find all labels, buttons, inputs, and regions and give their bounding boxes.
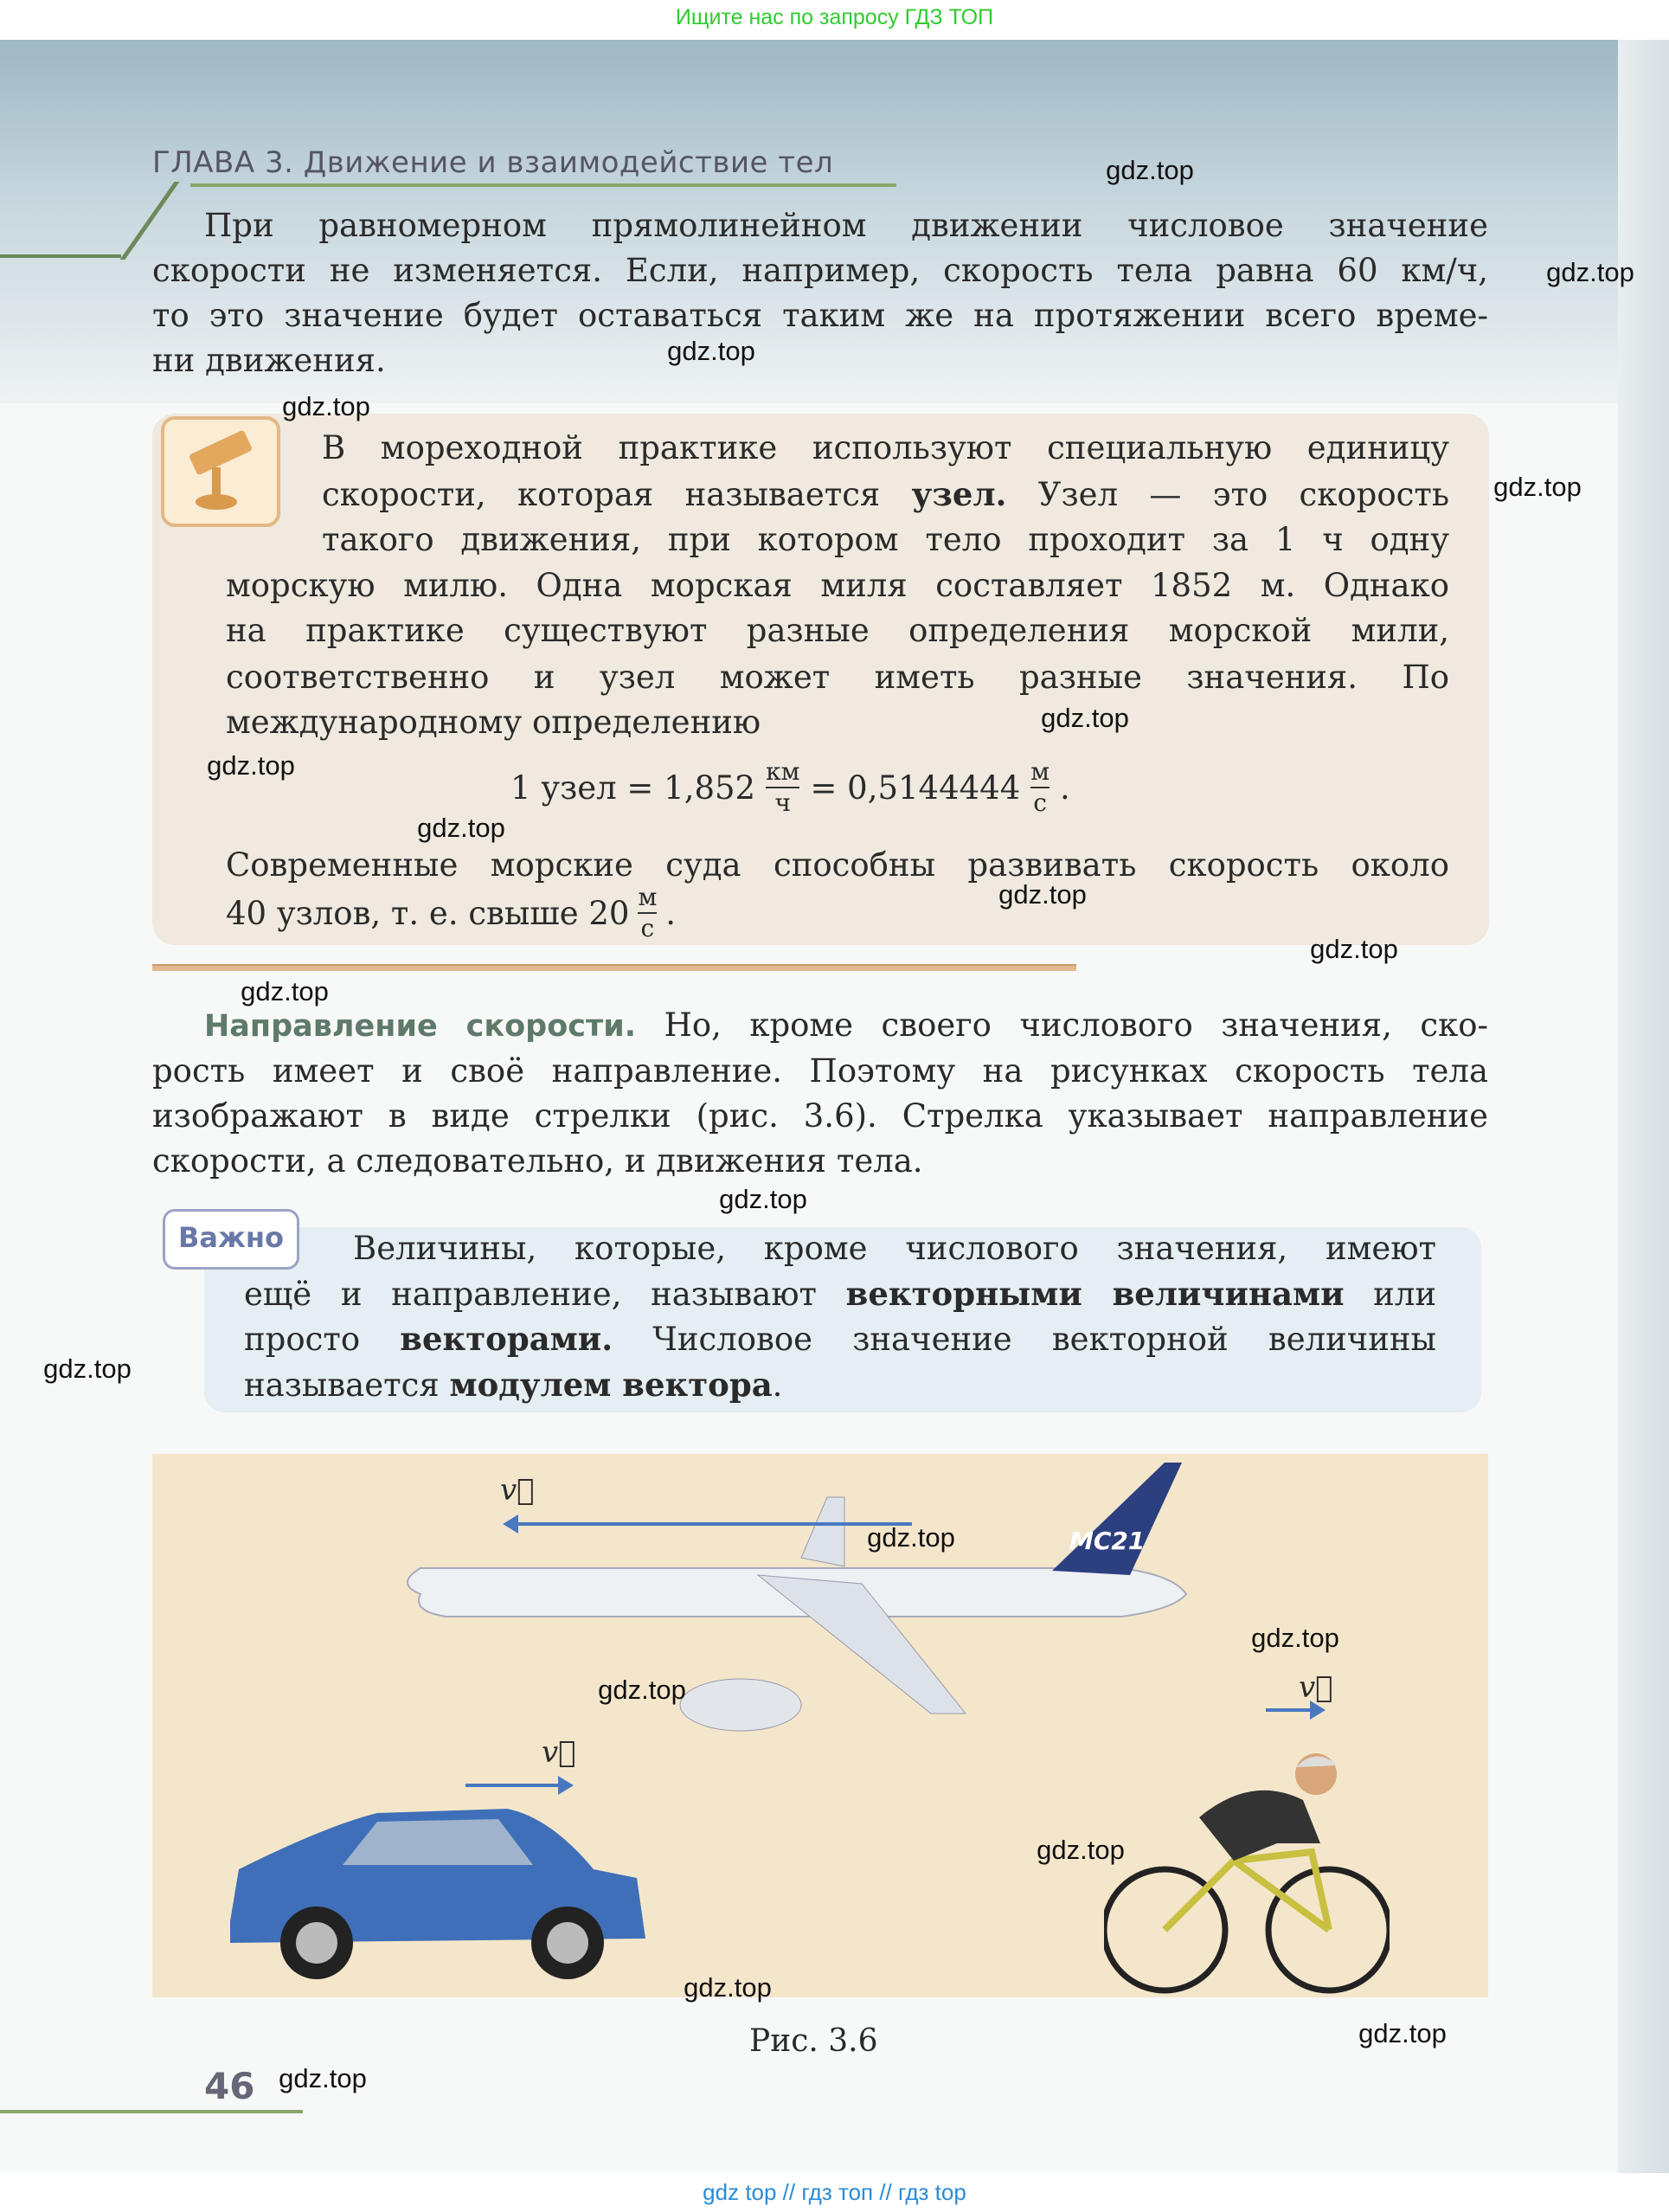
velocity-label: v⃗	[500, 1473, 535, 1508]
fraction	[638, 883, 657, 943]
watermark: gdz.top	[207, 750, 295, 781]
numerator: м	[638, 883, 657, 914]
chapter-line-foot	[0, 254, 121, 258]
box-line	[322, 472, 1449, 518]
important-line: Величины, которые, кроме числового значения, имеют	[353, 1230, 1436, 1267]
box-line: такого движения, при котором тело проходит за 1 ч одну	[322, 521, 1449, 558]
velocity-label: v⃗	[1299, 1670, 1333, 1705]
watermark: gdz.top	[241, 976, 329, 1006]
text: Но, кроме своего числового значения, ско-	[636, 1006, 1488, 1044]
watermark: gdz.top	[684, 1972, 772, 2003]
term: векторами.	[400, 1320, 613, 1358]
text: 40 узлов, т. е. свыше 20	[226, 894, 630, 932]
box-line: морскую милю. Одна морская миля составляет 1852 м. Однако	[226, 567, 1449, 604]
section-heading: Направление скорости.	[204, 1009, 637, 1044]
text: Числовое значение векторной величины	[613, 1321, 1436, 1358]
text: называется	[244, 1366, 450, 1404]
watermark: gdz.top	[282, 391, 370, 421]
watermark: gdz.top	[667, 336, 755, 366]
term: модулем вектора	[449, 1366, 773, 1404]
watermark: gdz.top	[1037, 1835, 1125, 1865]
watermark: gdz.top	[279, 2063, 367, 2093]
term-uzel: узел.	[911, 475, 1007, 513]
watermark: gdz.top	[998, 879, 1087, 910]
chapter-underline	[190, 183, 896, 187]
cyclist-illustration	[1104, 1739, 1390, 1999]
page-number-line	[0, 2110, 303, 2113]
denominator: с	[1033, 788, 1047, 817]
para1-line: то это значение будет оставаться таким же на протяжении всего време-	[152, 297, 1488, 334]
numerator: км	[766, 757, 799, 788]
text: .	[665, 894, 677, 932]
important-line	[244, 1271, 1436, 1317]
para1-line: При равномерном прямолинейном движении числовое значение	[204, 207, 1488, 244]
car-illustration	[221, 1774, 654, 1990]
bottom-banner-links[interactable]: gdz top // гдз топ // гдз top	[703, 2179, 966, 2205]
denominator: с	[640, 914, 655, 942]
box-line: международному определению	[226, 704, 761, 741]
box-line: соответственно и узел может иметь разные значения. По	[226, 659, 1449, 696]
top-banner-text[interactable]: Ищите нас по запросу ГДЗ ТОП	[675, 5, 994, 29]
formula-end: .	[1060, 768, 1070, 807]
text: .	[772, 1366, 783, 1404]
para2-line: скорости, а следовательно, и движения тела.	[152, 1142, 923, 1180]
numerator: м	[1030, 757, 1050, 788]
para1-line: ни движения.	[152, 342, 386, 379]
important-line	[244, 1362, 782, 1408]
watermark: gdz.top	[1546, 257, 1634, 287]
figure-3-6	[152, 1454, 1488, 1997]
para2-line: изображают в виде стрелки (рис. 3.6). Стрелка указывает направление	[152, 1097, 1488, 1135]
text: или	[1344, 1276, 1437, 1313]
watermark: gdz.top	[1106, 155, 1194, 185]
cyclist-velocity-arrow	[1266, 1708, 1318, 1712]
car-velocity-arrow	[465, 1784, 566, 1787]
section-divider	[152, 964, 1076, 971]
page-edge	[1618, 40, 1669, 2173]
watermark: gdz.top	[867, 1522, 955, 1553]
plane-velocity-arrow	[510, 1522, 912, 1526]
box-line: на практике существуют разные определения морской мили,	[226, 612, 1449, 649]
watermark: gdz.top	[598, 1675, 686, 1705]
para2-line	[204, 1003, 1488, 1049]
para2-line: рость имеет и своё направление. Поэтому на рисунках скорость тела	[152, 1052, 1488, 1090]
plane-marking: MC21	[1069, 1527, 1146, 1555]
important-label: Важно	[163, 1209, 299, 1270]
watermark: gdz.top	[417, 813, 505, 843]
watermark: gdz.top	[1493, 472, 1582, 502]
fraction	[1030, 757, 1050, 818]
knot-formula	[510, 757, 1070, 818]
text: скорости, которая называется	[322, 476, 912, 513]
watermark: gdz.top	[1310, 934, 1398, 964]
denominator: ч	[774, 788, 791, 817]
text: ещё и направление, называют	[244, 1276, 846, 1313]
formula-lhs: 1 узел = 1,852	[510, 768, 756, 807]
box-line: Современные морские суда способны развивать скорость около	[226, 846, 1449, 884]
fraction	[766, 757, 799, 818]
watermark: gdz.top	[1041, 703, 1129, 733]
box-line	[226, 883, 676, 943]
text: Узел — это скорость	[1006, 476, 1449, 513]
watermark: gdz.top	[719, 1184, 807, 1214]
telescope-icon	[161, 416, 280, 527]
bottom-banner	[0, 2173, 1669, 2212]
figure-caption: Рис. 3.6	[749, 2023, 878, 2059]
watermark: gdz.top	[1251, 1623, 1339, 1653]
para1-line: скорости не изменяется. Если, например, скорость тела равна 60 км/ч,	[152, 252, 1488, 289]
velocity-label: v⃗	[542, 1735, 576, 1770]
term: векторными величинами	[845, 1275, 1345, 1313]
chapter-title: ГЛАВА 3. Движение и взаимодействие тел	[152, 145, 834, 180]
text: просто	[244, 1321, 401, 1358]
box-line: В мореходной практике используют специальную единицу	[322, 429, 1449, 466]
watermark: gdz.top	[43, 1354, 132, 1384]
formula-mid: = 0,5144444	[810, 768, 1021, 807]
important-line	[244, 1316, 1436, 1362]
page-number: 46	[204, 2065, 255, 2107]
watermark: gdz.top	[1358, 2018, 1447, 2048]
top-banner	[0, 0, 1669, 40]
